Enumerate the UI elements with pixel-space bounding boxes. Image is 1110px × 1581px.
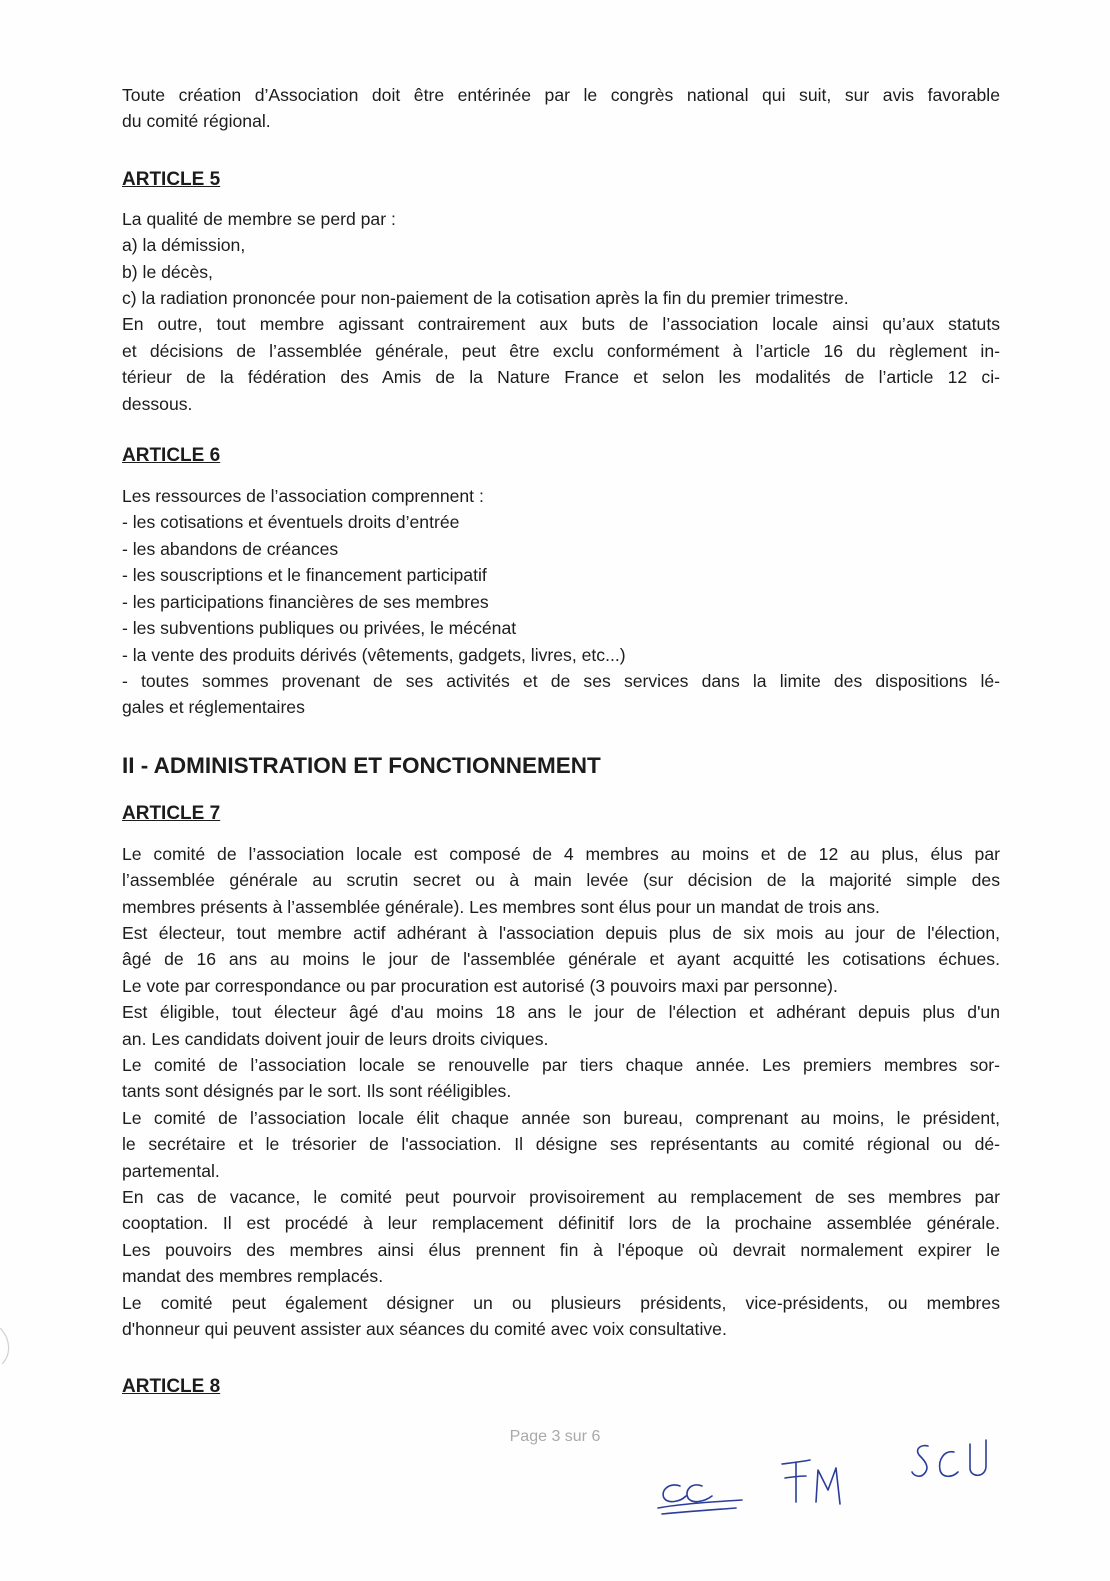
text-line: térieur de la fédération des Amis de la Nature France et selon les modalités de l’article 12 ci- [122,367,1000,388]
text-line: du comité régional. [122,111,271,132]
text-line: an. Les candidats doivent jouir de leurs droits civiques. [122,1028,549,1049]
handwritten-initials [640,1430,1020,1540]
text-line: mandat des membres remplacés. [122,1266,384,1287]
list-item: - toutes sommes provenant de ses activités et de ses services dans la limite des dispositions lé- [122,670,1000,691]
list-item: - la vente des produits dérivés (vêtements, gadgets, livres, etc...) [122,644,626,665]
text-line: Le comité de l’association locale élit chaque année son bureau, comprenant au moins, le président, [122,1107,1000,1128]
text-line: Les ressources de l’association comprennent : [122,486,484,507]
text-line: Le comité de l’association locale est composé de 4 membres au moins et de 12 au plus, élus par [122,843,1000,864]
article-6-heading: ARTICLE 6 [122,445,221,467]
text-line: Toute création d’Association doit être entérinée par le congrès national qui suit, sur avis favorable [122,85,1000,105]
article-6-body [122,483,1000,721]
text-line: En cas de vacance, le comité peut pourvoir provisoirement au remplacement de ses membres par [122,1187,1000,1207]
list-item: - les abandons de créances [122,538,339,559]
text-line: partemental. [122,1160,220,1181]
text-line: le secrétaire et le trésorier de l'association. Il désigne ses représentants au comité régional ou dé- [122,1134,1000,1155]
intro-paragraph [122,82,1000,135]
article-5-heading: ARTICLE 5 [122,168,221,190]
text-line: dessous. [122,393,193,414]
text-line: Le comité de l’association locale se renouvelle par tiers chaque année. Les premiers membres sor- [122,1054,1000,1075]
text-line: Les pouvoirs des membres ainsi élus prennent fin à l'époque où devrait normalement expirer le [122,1239,1000,1260]
text-line: âgé de 16 ans au moins le jour de l'assemblée générale et ayant acquitté les cotisations échues. [122,949,1000,970]
initials-cc [658,1485,742,1514]
list-item: c) la radiation prononcée pour non-paiement de la cotisation après la fin du premier trimestre. [122,288,849,309]
initials-scu [912,1440,986,1476]
text-line: et décisions de l’assemblée générale, peut être exclu conformément à l’article 16 du règlement in- [122,340,1000,361]
list-item: b) le décès, [122,261,213,282]
list-item: - les participations financières de ses membres [122,591,489,612]
text-line: tants sont désignés par le sort. Ils sont rééligibles. [122,1081,512,1102]
text-line: gales et réglementaires [122,697,305,718]
text-line: l’assemblée générale au scrutin secret ou à main levée (sur décision de la majorité simple des [122,870,1000,891]
text-line: d'honneur qui peuvent assister aux séances du comité avec voix consultative. [122,1319,727,1340]
article-7-heading: ARTICLE 7 [122,802,221,824]
initials-fm [782,1460,840,1504]
list-item: a) la démission, [122,235,246,256]
article-7-body [122,841,1000,1343]
scan-edge-mark [0,1318,40,1378]
text-line: Est éligible, tout électeur âgé d'au moins 18 ans le jour de l'élection et adhérant depuis plus d'un [122,1002,1000,1023]
list-item: - les cotisations et éventuels droits d’entrée [122,512,460,533]
text-line: Est électeur, tout membre actif adhérant à l'association depuis plus de six mois au jour de l'élection, [122,922,1000,943]
list-item: - les souscriptions et le financement participatif [122,565,487,586]
text-line: membres présents à l’assemblée générale). Les membres sont élus pour un mandat de trois ans. [122,896,880,917]
section-title: II - ADMINISTRATION ET FONCTIONNEMENT [122,752,601,778]
article-5-body [122,206,1000,417]
article-8-heading: ARTICLE 8 [122,1376,221,1398]
text-line: cooptation. Il est procédé à leur remplacement définitif lors de la prochaine assemblée générale. [122,1213,1000,1234]
page-number: Page 3 sur 6 [509,1428,601,1445]
text-line: En outre, tout membre agissant contrairement aux buts de l’association locale ainsi qu’aux statuts [122,314,1000,335]
text-line: La qualité de membre se perd par : [122,208,396,229]
list-item: - les subventions publiques ou privées, le mécénat [122,618,517,639]
page-content [122,82,1000,1400]
text-line: Le comité peut également désigner un ou plusieurs présidents, vice-présidents, ou membres [122,1292,1000,1313]
text-line: Le vote par correspondance ou par procuration est autorisé (3 pouvoirs maxi par personne). [122,975,838,996]
